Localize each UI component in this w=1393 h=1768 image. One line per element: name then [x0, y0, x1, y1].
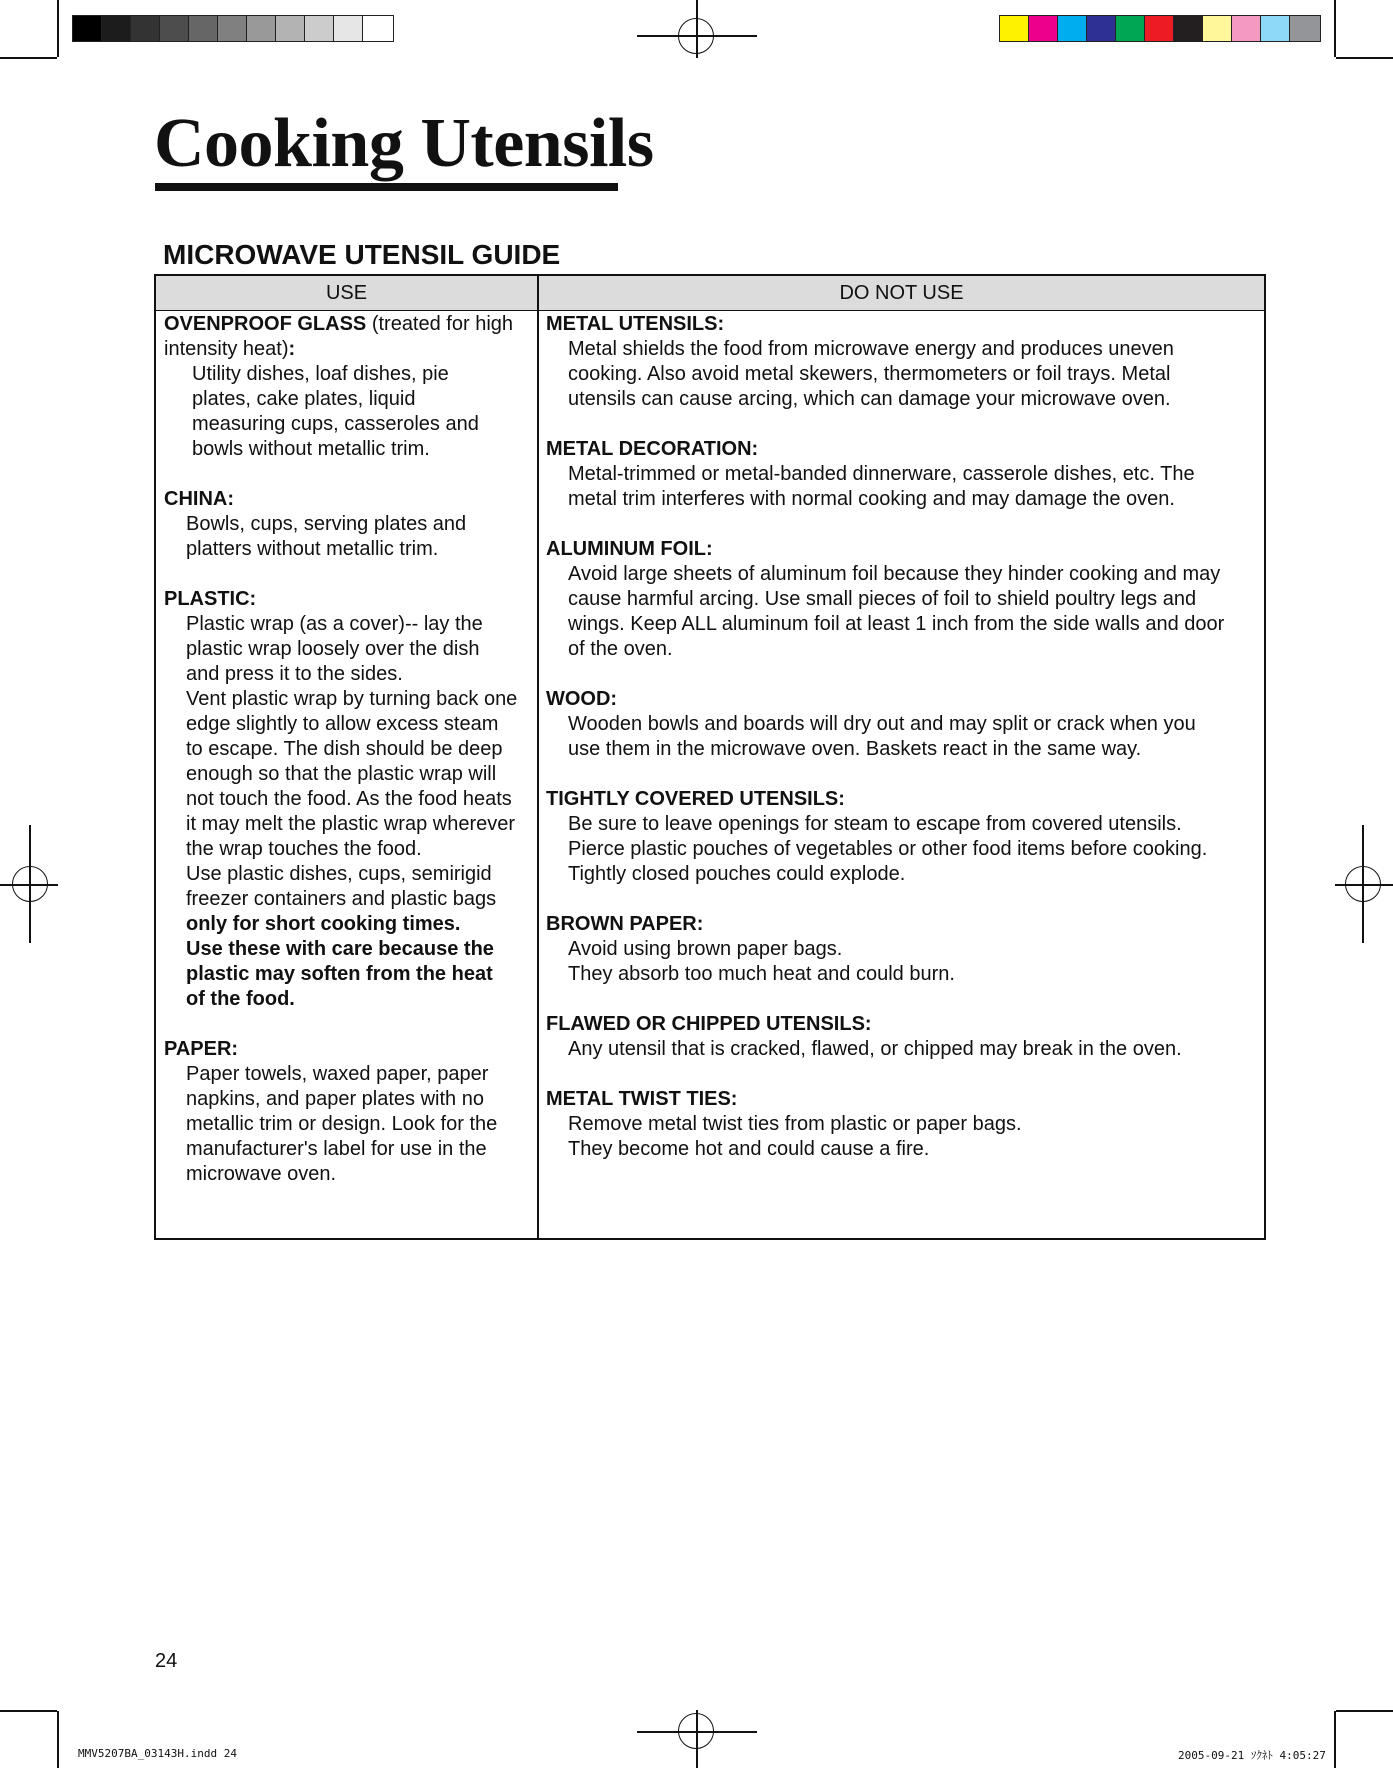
gray-swatch [247, 16, 276, 41]
table-header [156, 276, 1264, 311]
crop-mark [1336, 57, 1393, 59]
column-divider [537, 276, 539, 1238]
plastic-entry: PLASTIC: Plastic wrap (as a cover)-- lay the plastic wrap loosely over the dish and press it to the sides. Vent plastic wrap by turning back one edge slightly to allow excess steam to escape. The dish should be deep enough so that the plastic wrap will not touch the food. As the food heats it may melt the plastic wrap wherever the wrap touches the food. Use plastic dishes, cups, semirigid freezer containers and plastic bags only for short cooking times. Use these with care because the plastic may soften from the heat of the food. [164, 587, 532, 1012]
metal-utensils-entry: METAL UTENSILS: Metal shields the food from microwave energy and produces uneven cooking. Also avoid metal skewers, thermometers or foil trays. Metal utensils can cause arcing, which can damage your microwave oven. [546, 312, 1256, 412]
crop-mark [57, 1711, 59, 1768]
ovenproof-glass-entry: OVENPROOF GLASS (treated for high intensity heat): Utility dishes, loaf dishes, pie plates, cake plates, liquid measuring cups, casseroles and bowls without metallic trim. [164, 313, 514, 460]
entry-heading: PAPER: [164, 1038, 239, 1060]
gray-swatch [131, 16, 160, 41]
use-column [164, 312, 532, 1187]
gray-swatch [189, 16, 218, 41]
gray-calibration-bar [72, 15, 394, 42]
color-swatch [1174, 16, 1203, 41]
color-swatch [1203, 16, 1232, 41]
crop-mark [0, 1710, 57, 1712]
aluminum-foil-entry: ALUMINUM FOIL: Avoid large sheets of aluminum foil because they hinder cooking and may cause harmful arcing. Use small pieces of foil to shield poultry legs and wings. Keep ALL aluminum foil at least 1 inch from the side walls and door of the oven. [546, 537, 1256, 662]
crop-mark [57, 0, 59, 57]
gray-swatch [305, 16, 334, 41]
gray-swatch [73, 16, 102, 41]
tightly-covered-entry: TIGHTLY COVERED UTENSILS: Be sure to leave openings for steam to escape from covered utensils. Pierce plastic pouches of vegetables or other food items before cooking. Tightly closed pouches could explode. [546, 787, 1256, 887]
color-swatch [1290, 16, 1320, 41]
crop-mark [0, 57, 57, 59]
color-swatch [1261, 16, 1290, 41]
color-swatch [1029, 16, 1058, 41]
entry-heading: BROWN PAPER: [546, 913, 704, 935]
crop-mark [1336, 1710, 1393, 1712]
gray-swatch [334, 16, 363, 41]
flawed-utensils-entry: FLAWED OR CHIPPED UTENSILS: Any utensil that is cracked, flawed, or chipped may break in the oven. [546, 1012, 1256, 1062]
entry-heading: ALUMINUM FOIL: [546, 538, 713, 560]
metal-decoration-entry: METAL DECORATION: Metal-trimmed or metal-banded dinnerware, casserole dishes, etc. The metal trim interferes with normal cooking and may damage the oven. [546, 437, 1256, 512]
entry-heading: METAL UTENSILS: [546, 313, 725, 335]
use-column-header: USE [325, 282, 368, 304]
entry-heading: METAL TWIST TIES: [546, 1088, 738, 1110]
file-slug: MMV5207BA_03143H.indd 24 [78, 1747, 237, 1760]
entry-heading: FLAWED OR CHIPPED UTENSILS: [546, 1013, 872, 1035]
gray-swatch [218, 16, 247, 41]
entry-heading: WOOD: [546, 688, 618, 710]
entry-heading: CHINA: [164, 488, 234, 510]
color-swatch [1116, 16, 1145, 41]
page-number: 24 [155, 1650, 178, 1672]
do-not-use-column-header: DO NOT USE [839, 282, 964, 304]
wood-entry: WOOD: Wooden bowls and boards will dry out and may split or crack when you use them in the microwave oven. Baskets react in the same way. [546, 687, 1256, 762]
gray-swatch [102, 16, 131, 41]
gray-swatch [276, 16, 305, 41]
paper-entry: PAPER: Paper towels, waxed paper, paper napkins, and paper plates with no metallic trim or design. Look for the manufacturer's label for use in the microwave oven. [164, 1037, 532, 1187]
entry-heading: OVENPROOF GLASS [164, 313, 367, 335]
crop-mark [1334, 1711, 1336, 1768]
title-underline [155, 183, 618, 191]
color-swatch [1058, 16, 1087, 41]
crop-mark [1334, 0, 1336, 57]
do-not-use-column [546, 312, 1256, 1162]
gray-swatch [160, 16, 189, 41]
guide-heading: MICROWAVE UTENSIL GUIDE [163, 239, 561, 270]
entry-heading: PLASTIC: [164, 588, 257, 610]
color-calibration-bar [999, 15, 1321, 42]
color-swatch [1232, 16, 1261, 41]
gray-swatch [363, 16, 393, 41]
color-swatch [1087, 16, 1116, 41]
date-slug: 2005-09-21 ｿｸﾈﾄ 4:05:27 [1178, 1749, 1326, 1762]
brown-paper-entry: BROWN PAPER: Avoid using brown paper bags. They absorb too much heat and could burn. [546, 912, 1256, 987]
metal-twist-ties-entry: METAL TWIST TIES: Remove metal twist ties from plastic or paper bags. They become hot and could cause a fire. [546, 1087, 1256, 1162]
utensil-guide-table [154, 274, 1266, 1240]
china-entry: CHINA: Bowls, cups, serving plates and platters without metallic trim. [164, 487, 532, 562]
entry-heading: METAL DECORATION: [546, 438, 759, 460]
page-title: Cooking Utensils [154, 105, 654, 182]
entry-heading: TIGHTLY COVERED UTENSILS: [546, 788, 845, 810]
color-swatch [1145, 16, 1174, 41]
color-swatch [1000, 16, 1029, 41]
